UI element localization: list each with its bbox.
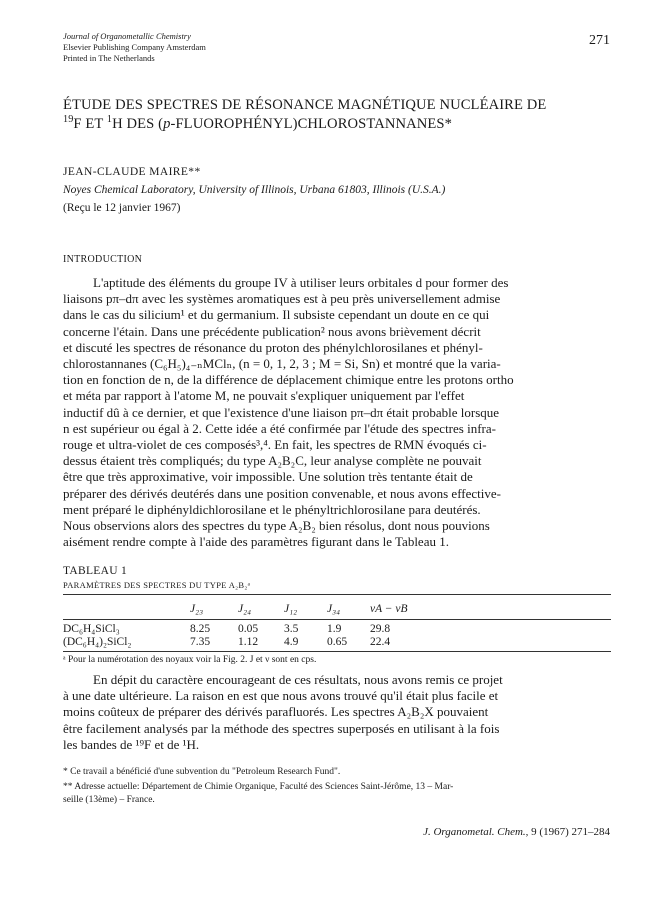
text-line: Nous observions alors des spectres du type A₂B₂ bien résolus, dont nous pouvions — [63, 518, 490, 534]
text-line: dessus étaient très compliqués; du type A₂B₂C, leur analyse complète ne pouvait — [63, 453, 482, 469]
author-name: JEAN-CLAUDE MAIRE** — [63, 166, 201, 178]
text-line: rouge et ultra-violet de ces composés³,⁴. En fait, les spectres de RMN évoqués ci- — [63, 437, 487, 453]
text-line: et discuté les spectres de résonance du proton des phénylchlorosilanes et phényl- — [63, 339, 483, 355]
author-affiliation: Noyes Chemical Laboratory, University of Illinois, Urbana 61803, Illinois (U.S.A.) — [63, 184, 446, 196]
footnote-2-line-1: ** Adresse actuelle: Département de Chimie Organique, Faculté des Sciences Saint-Jérôme, 13 – Mar- — [63, 782, 454, 792]
table-cell-compound: (DC₆H₄)₂SiCl₂ — [63, 636, 132, 648]
footnote-1: * Ce travail a bénéficié d'une subvention du "Petroleum Research Fund". — [63, 767, 341, 777]
title-line-1: ÉTUDE DES SPECTRES DE RÉSONANCE MAGNÉTIQUE NUCLÉAIRE DE — [63, 97, 547, 113]
text-line: n est supérieur ou égal à 2. Cette idée a été confirmée par l'étude des spectres infra- — [63, 420, 496, 436]
text-line: être facilement analysés par la méthode des spectres superposés en utilisant à la fois — [63, 720, 500, 736]
text-line: En dépit du caractère encourageant de ces résultats, nous avons remis ce projet — [93, 672, 503, 687]
text-line: les bandes de ¹⁹F et de ¹H. — [63, 736, 200, 752]
text-line: ment préparé le diphényldichlorosilane et le phényltrichlorosilane para deutérés. — [63, 501, 481, 517]
table-cell: 1.9 — [327, 623, 342, 635]
text-line: aisément rendre compte à l'aide des paramètres figurant dans le Tableau 1. — [63, 534, 449, 550]
section-heading: INTRODUCTION — [63, 254, 143, 265]
paragraph-second — [63, 672, 611, 753]
table-header-cell: J₂₃ — [190, 603, 204, 615]
table-cell: 22.4 — [370, 636, 391, 648]
table-cell: 7.35 — [190, 636, 211, 648]
journal-citation — [423, 826, 610, 838]
table-cell-compound: DC₆H₄SiCl₃ — [63, 623, 120, 635]
table-cell: 3.5 — [284, 623, 299, 635]
article-title — [63, 96, 623, 134]
table-header-rule — [63, 619, 611, 620]
table-cell: 8.25 — [190, 623, 211, 635]
footnote-2-line-2: seille (13ème) – France. — [63, 795, 155, 805]
table-header-cell: νA − νB — [370, 603, 408, 615]
table-cell: 0.05 — [238, 623, 259, 635]
table-footnote: ᵃ Pour la numérotation des noyaux voir la Fig. 2. J et ν sont en cps. — [63, 655, 317, 665]
table-cell: 29.8 — [370, 623, 391, 635]
text-line: concerne l'étain. Dans une précédente publication² nous avons brièvement décrit — [63, 323, 481, 339]
text-line: à une date ultérieure. La raison en est que nous avons trouvé qu'il était plus facile et — [63, 688, 499, 704]
text-line: dans le cas du silicium¹ et du germanium. Il subsiste cependant un doute en ce qui — [63, 307, 490, 323]
journal-name: Journal of Organometallic Chemistry — [63, 31, 191, 41]
text-line: inductif dû à ce dernier, et que l'existence d'une liaison pπ–dπ était probable lorsque — [63, 404, 500, 420]
received-date: (Reçu le 12 janvier 1967) — [63, 202, 181, 214]
table-cell: 4.9 — [284, 636, 299, 648]
paragraph-introduction — [63, 275, 611, 550]
journal-header — [63, 31, 206, 64]
text-line: L'aptitude des éléments du groupe IV à utiliser leurs orbitales d pour former des — [93, 275, 509, 290]
table-cell: 1.12 — [238, 636, 259, 648]
table-header-cell: J₂₄ — [238, 603, 252, 615]
table-header-cell: J₁₂ — [284, 603, 298, 615]
printed-line: Printed in The Netherlands — [63, 53, 155, 63]
text-line: préparer des dérivés deutérés dans une position convenable, et nous avons effective- — [63, 485, 501, 501]
citation-volume-pages: 9 (1967) 271–284 — [531, 826, 610, 838]
table-subcaption: PARAMÈTRES DES SPECTRES DU TYPE A₂B₂ᵃ — [63, 580, 251, 590]
text-line: chlorostannanes (C₆H₅)₄₋ₙMClₙ, (n = 0, 1, 2, 3 ; M = Si, Sn) et montré que la varia- — [63, 356, 501, 372]
title-line-2: $^{19}$F ET $^1$H DES (p-FLUOROPHÉNYL)CHLOROSTANNANES* — [63, 114, 453, 132]
publisher-line: Elsevier Publishing Company Amsterdam — [63, 42, 206, 52]
table-header-cell: J₃₄ — [327, 603, 341, 615]
text-line: liaisons pπ–dπ avec les systèmes aromatiques est à peu près universellement admise — [63, 291, 501, 307]
citation-journal: J. Organometal. Chem., — [423, 826, 529, 838]
table-caption: TABLEAU 1 — [63, 565, 128, 577]
page-number: 271 — [589, 33, 610, 48]
table-top-rule — [63, 594, 611, 595]
text-line: tion en fonction de n, de la différence de déplacement chimique entre les protons ortho — [63, 372, 514, 388]
text-line: être que très approximative, voir impossible. Une solution très tentante était de — [63, 469, 473, 485]
table-cell: 0.65 — [327, 636, 348, 648]
text-line: moins coûteux de préparer des dérivés parafluorés. Les spectres A₂B₂X pouvaient — [63, 704, 489, 720]
text-line: et méta par rapport à l'atome M, ne pouvait s'expliquer uniquement par l'effet — [63, 388, 465, 404]
table-bottom-rule — [63, 651, 611, 652]
